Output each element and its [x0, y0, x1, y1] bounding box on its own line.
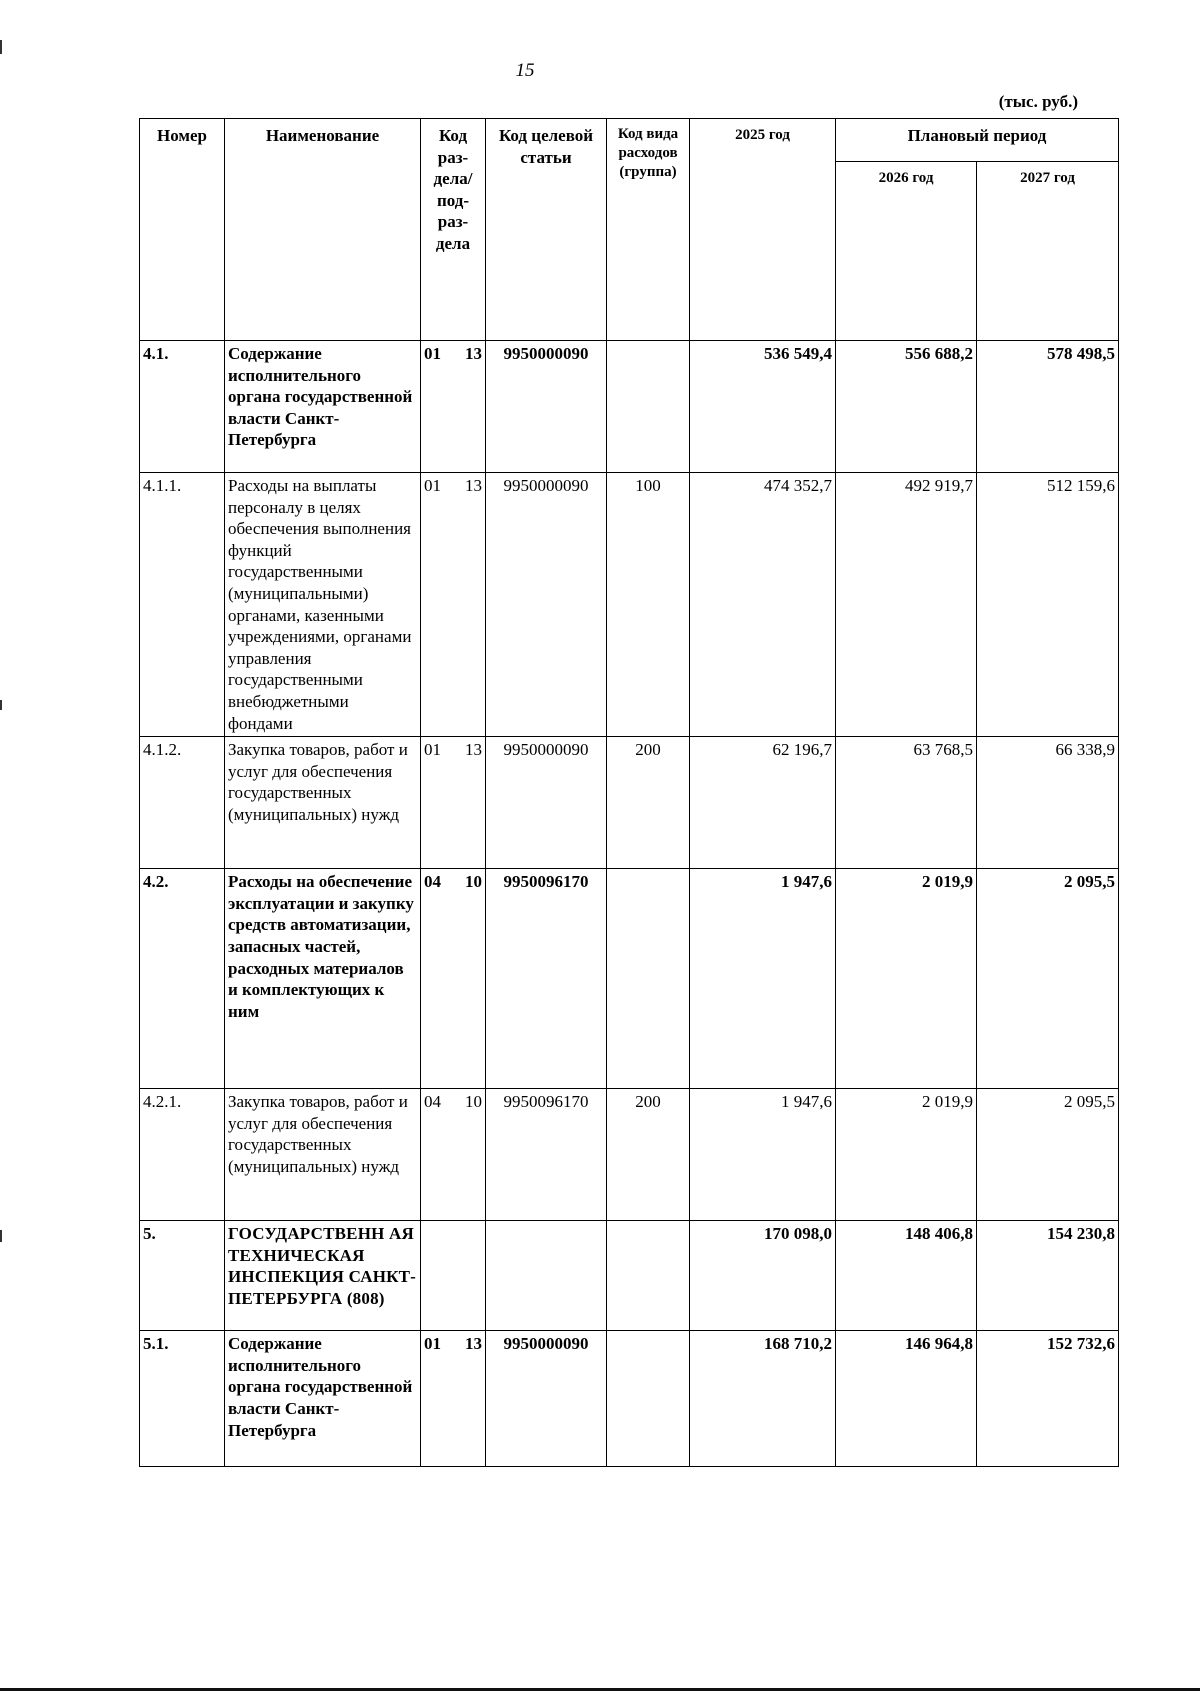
- row-amount-2026: 146 964,8: [836, 1331, 977, 1467]
- section-code-pair: [424, 343, 482, 365]
- row-section-code: [421, 869, 486, 1089]
- row-number: 4.1.: [140, 341, 225, 473]
- row-target-code: 9950000090: [486, 341, 607, 473]
- row-section-code: [421, 1331, 486, 1467]
- row-amount-2025: 1 947,6: [690, 1089, 836, 1221]
- row-amount-2027: 2 095,5: [977, 1089, 1119, 1221]
- row-expense-type: [607, 341, 690, 473]
- row-name: Расходы на обеспечение эксплуатации и закупку средств автоматизации, запасных частей, расходных материалов и комплектующих к ним: [225, 869, 421, 1089]
- section-code: 04: [424, 1092, 441, 1112]
- section-code-pair: [424, 1333, 482, 1355]
- row-amount-2025: 474 352,7: [690, 473, 836, 737]
- scan-edge-mark: [0, 700, 2, 710]
- row-number: 4.2.1.: [140, 1089, 225, 1221]
- row-amount-2026: 2 019,9: [836, 1089, 977, 1221]
- row-amount-2026: 492 919,7: [836, 473, 977, 737]
- row-amount-2026: 63 768,5: [836, 737, 977, 869]
- row-expense-type: 100: [607, 473, 690, 737]
- header-plan-period: Плановый период: [836, 119, 1119, 162]
- subsection-code: 13: [465, 476, 482, 495]
- section-code: 01: [424, 740, 441, 760]
- row-section-code: [421, 473, 486, 737]
- subsection-code: 13: [465, 1334, 482, 1354]
- table-row: [140, 1221, 1119, 1331]
- header-2025: 2025 год: [690, 119, 836, 341]
- row-amount-2026: 556 688,2: [836, 341, 977, 473]
- subsection-code: 13: [465, 344, 482, 363]
- row-target-code: 9950000090: [486, 473, 607, 737]
- row-amount-2027: 66 338,9: [977, 737, 1119, 869]
- row-name: Содержание исполнительного органа государственной власти Санкт-Петербурга: [225, 1331, 421, 1467]
- header-number: Номер: [140, 119, 225, 341]
- row-amount-2027: 152 732,6: [977, 1331, 1119, 1467]
- row-section-code: [421, 737, 486, 869]
- row-name: Расходы на выплаты персоналу в целях обеспечения выполнения функций государственными (муниципальными) органами, казенными учреждениями, органами управления государственными внебюджетными фондами: [225, 473, 421, 737]
- row-amount-2027: 154 230,8: [977, 1221, 1119, 1331]
- units-label: (тыс. руб.): [998, 92, 1078, 111]
- section-code-pair: [424, 475, 482, 497]
- table-row: [140, 869, 1119, 1089]
- header-expense-type: Код вида расходов (группа): [607, 119, 690, 341]
- row-name: Закупка товаров, работ и услуг для обеспечения государственных (муниципальных) нужд: [225, 1089, 421, 1221]
- row-section-code: [421, 341, 486, 473]
- table-row: [140, 737, 1119, 869]
- row-number: 5.1.: [140, 1331, 225, 1467]
- subsection-code: 10: [465, 1092, 482, 1112]
- budget-table: [139, 118, 1119, 1467]
- row-amount-2025: 536 549,4: [690, 341, 836, 473]
- row-amount-2025: 1 947,6: [690, 869, 836, 1089]
- header-target-code: Код целевой статьи: [486, 119, 607, 341]
- row-name: Содержание исполнительного органа государственной власти Санкт-Петербурга: [225, 341, 421, 473]
- row-expense-type: 200: [607, 737, 690, 869]
- subsection-code: 10: [465, 872, 482, 892]
- row-expense-type: [607, 1221, 690, 1331]
- row-expense-type: [607, 1331, 690, 1467]
- row-amount-2027: 512 159,6: [977, 473, 1119, 737]
- section-code-pair: [424, 871, 482, 893]
- header-name: Наименование: [225, 119, 421, 341]
- row-target-code: 9950000090: [486, 1331, 607, 1467]
- section-code: 04: [424, 872, 441, 892]
- section-code: 01: [424, 1334, 441, 1354]
- row-section-code: [421, 1089, 486, 1221]
- row-expense-type: [607, 869, 690, 1089]
- header-section-code: Код раз-дела/ под-раз-дела: [421, 119, 486, 341]
- row-amount-2025: 62 196,7: [690, 737, 836, 869]
- table-row: [140, 341, 1119, 473]
- table-row: [140, 1331, 1119, 1467]
- section-code-pair: [424, 1091, 482, 1113]
- scan-edge-mark: [0, 1230, 2, 1242]
- section-code: 01: [424, 476, 441, 495]
- row-target-code: 9950096170: [486, 1089, 607, 1221]
- section-code-pair: [424, 739, 482, 761]
- page-number: 15: [515, 60, 535, 81]
- subsection-code: 13: [465, 740, 482, 760]
- section-code: 01: [424, 344, 441, 363]
- row-name: ГОСУДАРСТВЕНН АЯ ТЕХНИЧЕСКАЯ ИНСПЕКЦИЯ САНКТ-ПЕТЕРБУРГА (808): [225, 1221, 421, 1331]
- row-amount-2027: 578 498,5: [977, 341, 1119, 473]
- table-row: [140, 473, 1119, 737]
- row-amount-2025: 168 710,2: [690, 1331, 836, 1467]
- row-amount-2026: 2 019,9: [836, 869, 977, 1089]
- row-name: Закупка товаров, работ и услуг для обеспечения государственных (муниципальных) нужд: [225, 737, 421, 869]
- row-amount-2026: 148 406,8: [836, 1221, 977, 1331]
- row-expense-type: 200: [607, 1089, 690, 1221]
- table-row: [140, 1089, 1119, 1221]
- row-number: 4.2.: [140, 869, 225, 1089]
- row-number: 4.1.2.: [140, 737, 225, 869]
- row-section-code: [421, 1221, 486, 1331]
- row-amount-2025: 170 098,0: [690, 1221, 836, 1331]
- row-target-code: 9950000090: [486, 737, 607, 869]
- header-2026: 2026 год: [836, 162, 977, 341]
- row-target-code: [486, 1221, 607, 1331]
- scan-bottom-edge: [0, 1688, 1200, 1691]
- row-target-code: 9950096170: [486, 869, 607, 1089]
- scan-edge-mark: [0, 40, 2, 54]
- row-number: 5.: [140, 1221, 225, 1331]
- header-2027: 2027 год: [977, 162, 1119, 341]
- row-number: 4.1.1.: [140, 473, 225, 737]
- row-amount-2027: 2 095,5: [977, 869, 1119, 1089]
